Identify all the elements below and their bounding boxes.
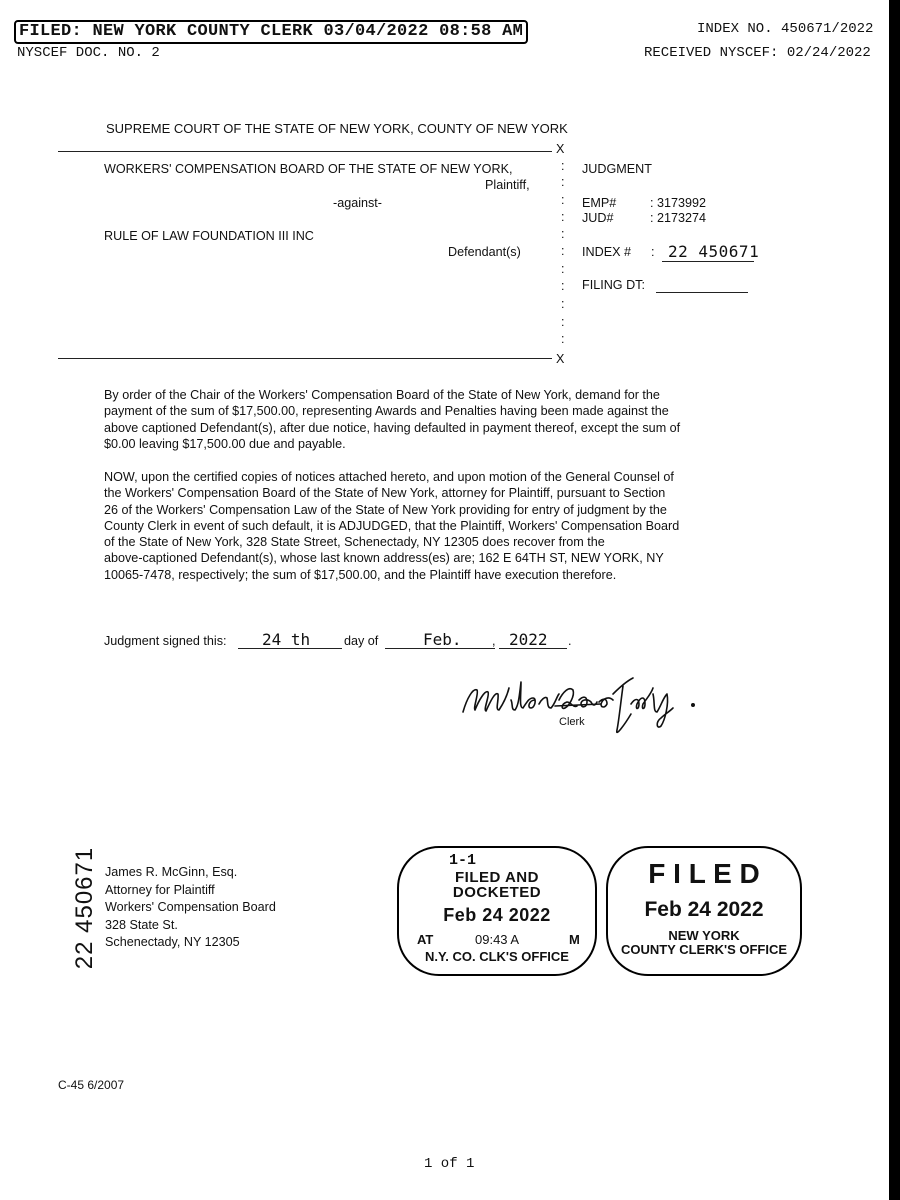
form-number: C-45 6/2007 bbox=[58, 1078, 125, 1092]
month-comma: , bbox=[492, 634, 496, 648]
attorney-city: Schenectady, NY 12305 bbox=[105, 935, 240, 950]
defendant-label: Defendant(s) bbox=[448, 245, 521, 259]
caption-x-top: X bbox=[556, 142, 565, 156]
signed-day: 24 th bbox=[262, 630, 311, 649]
defendant-name: RULE OF LAW FOUNDATION III INC bbox=[104, 229, 314, 243]
jud-label: JUD# bbox=[582, 211, 614, 225]
stamp-docketed-date: Feb 24 2022 bbox=[443, 905, 551, 925]
index-number: INDEX NO. 450671/2022 bbox=[697, 21, 874, 37]
adjudged-paragraph: NOW, upon the certified copies of notices attached hereto, and upon motion of the General Counsel of the Workers' Compensation Board of the State of New York, attorney for Plaintiff, pursuant to Section 26 of the Workers' Compensation Law of the State of New York providing for entry of judgment by the County Clerk in event of such default, it is ADJUDGED, that the Plaintiff, Workers' Compensation Board of the State of New York, 328 State Street, Schenectady, NY 12305 does recover from the above-captioned Defendant(s), whose last known address(es) are; 162 E 64TH ST, NEW YORK, NY 10065-7478, respectively; the sum of $17,500.00, and the Plaintiff have execution therefore. bbox=[104, 470, 680, 582]
filed-stamp-title: F I L E D bbox=[648, 858, 760, 889]
index-value: 22 450671 bbox=[668, 242, 760, 261]
clerk-label: Clerk bbox=[559, 716, 585, 728]
year-period: . bbox=[568, 634, 572, 648]
plaintiff-name: WORKERS' COMPENSATION BOARD OF THE STATE OF NEW YORK, bbox=[104, 162, 513, 176]
clerk-signature bbox=[455, 660, 705, 745]
document-page: FILED: NEW YORK COUNTY CLERK 03/04/2022 08:58 AM INDEX NO. 450671/2022 NYSCEF DOC. NO. 2 RECEIVED NYSCEF: 02/24/2022 SUPREME COURT OF THE STATE OF NEW YORK, COUNTY OF NEW YORK X X : : : : : : : : : : : WORKERS' COMPENSATION BOARD OF THE STATE OF NEW YORK, Plaintiff, -against- RULE OF LAW FOUNDATION III INC Defendant(s) JUDGMENT EMP# : 3173992 JUD# : 2173274 INDEX # : 22 450671 FILING DT: By order of the Chair of the Workers' Compensation Board of the State of New York, demand for the payment of the sum of $17,500.00, representing Awards and Penalties having been made against the above captioned Defendant(s), after due notice, having defaulted in payment thereof, except the sum of $0.00 leaving $17,500.00 due and payable. NOW, upon the certified copies of notices attached hereto, and upon motion of the General Counsel of the Workers' Compensation Board of the State of New York, attorney for Plaintiff, pursuant to Section 26 of the Workers' Compensation Law of the State of New York providing for entry of judgment by the County Clerk in event of such default, it is ADJUDGED, that the Plaintiff, Workers' Compensation Board of the State of New York, 328 State Street, Schenectady, NY 12305 does recover from the above-captioned Defendant(s), whose last known address(es) are; 162 E 64TH ST, NEW YORK, NY 10065-7478, respectively; the sum of $17,500.00, and the Plaintiff have execution therefore. Judgment signed this: 24 th day of Feb. , 2022 . Clerk 22 450671 James R. McGinn, Esq. Attorney for Plaintiff Workers' Compensation Board 328 State St. Schenectady, NY 12305 1-1 FILED AND DOCKETED Feb 24 2022 AT 09:43 A M N.Y. CO. CLK'S OFFICE F I L E D Feb 24 2022 NEW YORK COUNTY CLERK'S OFFICE C-45 6/2007 1 of 1 bbox=[0, 0, 889, 1200]
filing-date-label: FILING DT: bbox=[582, 278, 645, 292]
signed-month: Feb. bbox=[423, 630, 462, 649]
nyscef-doc-number: NYSCEF DOC. NO. 2 bbox=[17, 45, 160, 61]
filed-stamp-line1: NEW YORK bbox=[668, 928, 740, 943]
index-colon: : bbox=[651, 245, 655, 259]
stamp-filed-and: FILED AND bbox=[455, 869, 539, 886]
jud-value: : 2173274 bbox=[650, 211, 707, 225]
caption-x-bottom: X bbox=[556, 352, 565, 366]
attorney-org: Workers' Compensation Board bbox=[105, 900, 276, 915]
filed-banner: FILED: NEW YORK COUNTY CLERK 03/04/2022 08:58 AM bbox=[14, 20, 528, 44]
index-underline bbox=[662, 261, 754, 262]
page-number: 1 of 1 bbox=[424, 1156, 475, 1172]
index-label: INDEX # bbox=[582, 245, 631, 259]
rotated-index-number: 22 450671 bbox=[71, 846, 98, 970]
stamp-at-label: AT bbox=[417, 932, 434, 947]
court-heading: SUPREME COURT OF THE STATE OF NEW YORK, COUNTY OF NEW YORK bbox=[106, 121, 568, 136]
judgment-title: JUDGMENT bbox=[582, 162, 652, 176]
attorney-street: 328 State St. bbox=[105, 917, 178, 932]
filed-stamp bbox=[606, 846, 802, 976]
caption-bottom-rule bbox=[58, 358, 552, 359]
received-date: RECEIVED NYSCEF: 02/24/2022 bbox=[644, 45, 871, 61]
stamp-m: M bbox=[569, 932, 580, 947]
stamp-time: 09:43 A bbox=[475, 932, 520, 947]
against-label: -against- bbox=[333, 196, 382, 210]
attorney-title: Attorney for Plaintiff bbox=[105, 882, 215, 897]
attorney-block bbox=[105, 864, 276, 952]
docketed-stamp bbox=[397, 846, 597, 976]
signed-label: Judgment signed this: bbox=[104, 634, 227, 648]
stamp-office: N.Y. CO. CLK'S OFFICE bbox=[425, 949, 569, 964]
filed-stamp-line2: COUNTY CLERK'S OFFICE bbox=[620, 942, 788, 957]
emp-value: : 3173992 bbox=[650, 196, 707, 210]
day-of-label: day of bbox=[344, 634, 379, 648]
stamp-counter: 1-1 bbox=[449, 852, 477, 869]
emp-label: EMP# bbox=[582, 196, 617, 210]
plaintiff-label: Plaintiff, bbox=[485, 178, 530, 192]
caption-top-rule bbox=[58, 151, 552, 152]
signed-year: 2022 bbox=[509, 630, 548, 649]
filed-stamp-date: Feb 24 2022 bbox=[644, 898, 764, 921]
order-paragraph: By order of the Chair of the Workers' Compensation Board of the State of New York, demand for the payment of the sum of $17,500.00, representing Awards and Penalties having been made against the above captioned Defendant(s), after due notice, having defaulted in payment thereof, except the sum of $0.00 leaving $17,500.00 due and payable. bbox=[104, 388, 681, 451]
stamp-docketed: DOCKETED bbox=[452, 884, 542, 901]
attorney-name: James R. McGinn, Esq. bbox=[105, 865, 238, 879]
filing-date-blank bbox=[656, 292, 748, 293]
